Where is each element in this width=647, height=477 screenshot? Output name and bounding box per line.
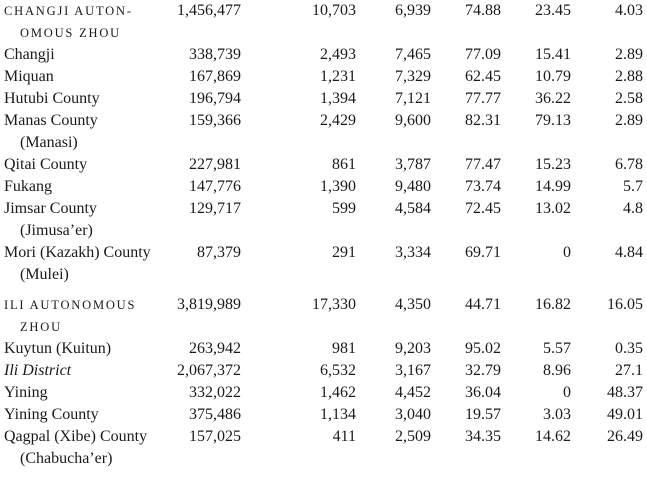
table-row [0,154,647,176]
table-row [0,66,647,88]
cell-population: 375,486 [189,406,241,423]
region-name: Manas County [4,112,98,129]
cell-col-6: 5.7 [623,178,643,195]
cell-population: 332,022 [189,384,241,401]
cell-col-6: 2.58 [615,90,643,107]
cell-col-4: 72.45 [465,200,501,217]
section-title-continued: ZHOU [20,320,62,334]
cell-col-6: 2.89 [615,46,643,63]
cell-population: 147,776 [189,178,241,195]
section-heading [0,0,647,22]
section-total-col-2: 17,330 [312,296,356,313]
region-name: Mori (Kazakh) County [4,244,151,261]
table-row [0,88,647,110]
cell-col-3: 9,600 [395,112,431,129]
table-row-continued [0,220,647,242]
cell-col-3: 2,509 [395,428,431,445]
cell-col-4: 82.31 [465,112,501,129]
region-name: Qagpal (Xibe) County [4,428,148,445]
region-alt-name: (Jimusa’er) [20,222,93,239]
table-row-continued [0,448,647,470]
cell-population: 338,739 [189,46,241,63]
section-title: ILI AUTONOMOUS [4,298,137,312]
cell-col-5: 8.96 [543,362,571,379]
cell-population: 157,025 [189,428,241,445]
cell-col-4: 62.45 [465,68,501,85]
region-name: Kuytun (Kuitun) [4,340,112,357]
table-row [0,44,647,66]
cell-col-6: 27.1 [615,362,643,379]
cell-col-4: 69.71 [465,244,501,261]
cell-col-5: 79.13 [535,112,571,129]
cell-population: 227,981 [189,156,241,173]
cell-col-5: 0 [563,244,571,261]
section-total-col-4: 74.88 [465,2,501,19]
cell-population: 129,717 [189,200,241,217]
table-row [0,198,647,220]
section-total-population: 1,456,477 [177,2,241,19]
region-alt-name: (Mulei) [20,266,69,283]
section-total-col-4: 44.71 [465,296,501,313]
cell-col-5: 0 [563,384,571,401]
cell-col-3: 7,329 [395,68,431,85]
cell-col-2: 1,134 [320,406,356,423]
region-name: Hutubi County [4,90,100,107]
region-name: Qitai County [4,156,88,173]
cell-col-4: 19.57 [465,406,501,423]
cell-col-6: 26.49 [607,428,643,445]
region-name: Yining County [4,406,99,423]
section-total-col-5: 23.45 [535,2,571,19]
cell-col-2: 1,394 [320,90,356,107]
section-heading [0,294,647,316]
section-total-col-5: 16.82 [535,296,571,313]
cell-col-2: 981 [332,340,356,357]
cell-col-2: 599 [332,200,356,217]
cell-col-3: 7,465 [395,46,431,63]
cell-col-2: 2,493 [320,46,356,63]
cell-col-5: 36.22 [535,90,571,107]
cell-col-3: 3,787 [395,156,431,173]
cell-col-2: 1,231 [320,68,356,85]
cell-population: 263,942 [189,340,241,357]
cell-col-6: 4.84 [615,244,643,261]
section-total-population: 3,819,989 [177,296,241,313]
table-row [0,110,647,132]
cell-col-3: 3,167 [395,362,431,379]
region-name: Yining [4,384,48,401]
cell-col-2: 1,462 [320,384,356,401]
cell-col-6: 49.01 [607,406,643,423]
cell-population: 159,366 [189,112,241,129]
cell-col-5: 14.62 [535,428,571,445]
cell-col-6: 2.89 [615,112,643,129]
cell-col-3: 4,452 [395,384,431,401]
region-name: Ili District [4,362,72,379]
cell-col-2: 861 [332,156,356,173]
table-row-continued [0,264,647,286]
cell-col-3: 7,121 [395,90,431,107]
cell-col-3: 9,480 [395,178,431,195]
region-alt-name: (Manasi) [20,134,78,151]
cell-col-3: 3,334 [395,244,431,261]
table-row [0,382,647,404]
cell-col-6: 4.8 [623,200,643,217]
cell-col-2: 291 [332,244,356,261]
cell-col-4: 95.02 [465,340,501,357]
cell-col-3: 4,584 [395,200,431,217]
cell-col-2: 6,532 [320,362,356,379]
cell-population: 87,379 [197,244,241,261]
cell-col-4: 32.79 [465,362,501,379]
cell-population: 2,067,372 [177,362,241,379]
cell-col-2: 411 [332,428,356,445]
section-total-col-6: 4.03 [615,2,643,19]
section-total-col-3: 6,939 [395,2,431,19]
cell-population: 167,869 [189,68,241,85]
cell-col-3: 3,040 [395,406,431,423]
cell-col-4: 77.77 [465,90,501,107]
cell-col-4: 77.09 [465,46,501,63]
table-row [0,176,647,198]
cell-col-6: 48.37 [607,384,643,401]
cell-col-6: 0.35 [615,340,643,357]
table-row [0,360,647,382]
cell-col-2: 1,390 [320,178,356,195]
cell-col-4: 36.04 [465,384,501,401]
section-total-col-3: 4,350 [395,296,431,313]
cell-col-5: 15.23 [535,156,571,173]
cell-col-5: 3.03 [543,406,571,423]
region-alt-name: (Chabucha’er) [20,450,113,467]
section-total-col-2: 10,703 [312,2,356,19]
section-title: CHANGJI AUTON- [4,4,133,18]
cell-col-5: 13.02 [535,200,571,217]
section-heading-continued [0,316,647,338]
region-name: Fukang [4,178,52,195]
region-name: Miquan [4,68,54,85]
cell-col-5: 5.57 [543,340,571,357]
cell-col-5: 15.41 [535,46,571,63]
cell-col-5: 10.79 [535,68,571,85]
cell-col-6: 6.78 [615,156,643,173]
section-heading-continued [0,22,647,44]
cell-col-3: 9,203 [395,340,431,357]
cell-population: 196,794 [189,90,241,107]
region-name: Changji [4,46,55,63]
section-total-col-6: 16.05 [607,296,643,313]
table-row [0,338,647,360]
table-row [0,242,647,264]
table-row [0,404,647,426]
region-name: Jimsar County [4,200,97,217]
table-row [0,426,647,448]
section-title-continued: OMOUS ZHOU [20,26,121,40]
cell-col-4: 73.74 [465,178,501,195]
cell-col-2: 2,429 [320,112,356,129]
cell-col-4: 77.47 [465,156,501,173]
cell-col-5: 14.99 [535,178,571,195]
table-row-continued [0,132,647,154]
cell-col-6: 2.88 [615,68,643,85]
cell-col-4: 34.35 [465,428,501,445]
